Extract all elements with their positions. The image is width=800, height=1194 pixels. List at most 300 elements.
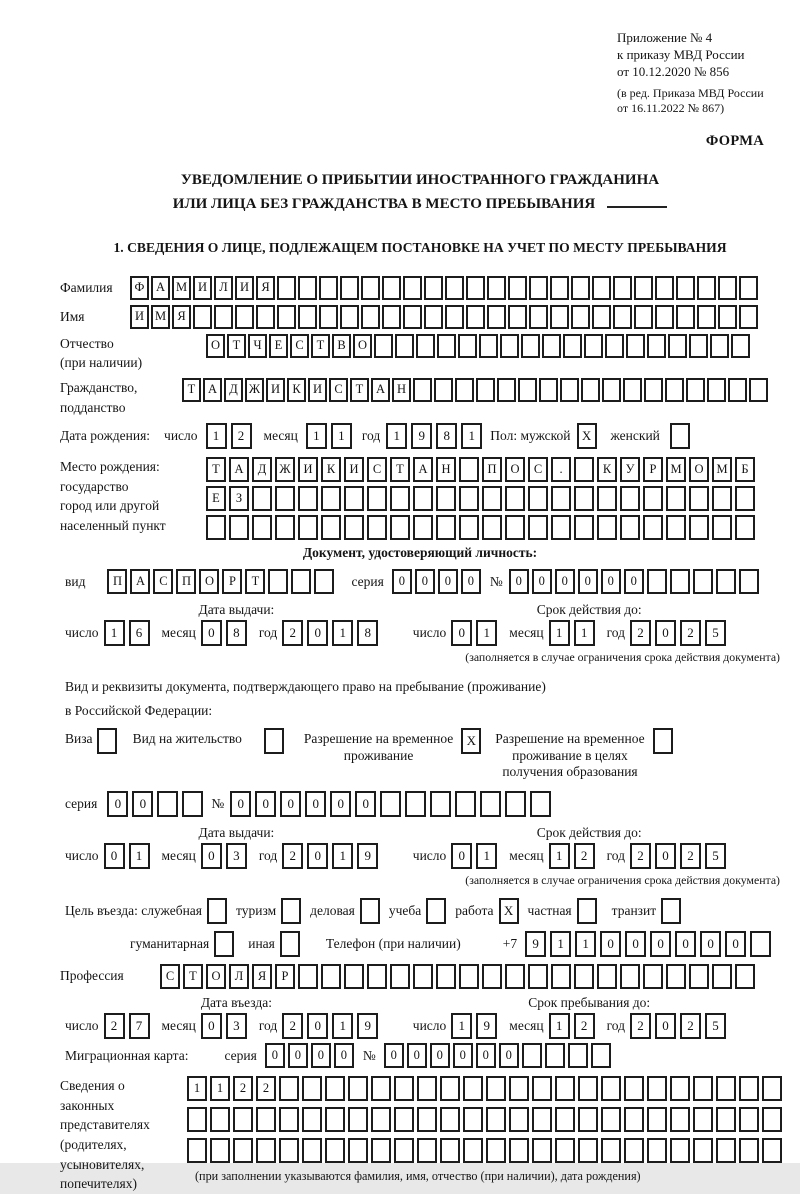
char-cell[interactable] [532, 1107, 552, 1132]
char-cell[interactable] [749, 378, 768, 402]
char-cell[interactable] [539, 378, 558, 402]
char-cell[interactable]: И [193, 276, 212, 300]
char-cell[interactable] [620, 964, 640, 989]
char-cell[interactable]: 0 [451, 620, 472, 646]
char-cell[interactable] [445, 276, 464, 300]
char-cell[interactable] [574, 515, 594, 540]
char-cell[interactable]: К [287, 378, 306, 402]
char-cell[interactable] [229, 515, 249, 540]
char-cell[interactable]: 1 [210, 1076, 230, 1101]
char-cell[interactable] [500, 334, 519, 358]
char-cell[interactable] [739, 305, 758, 329]
char-cell[interactable] [482, 964, 502, 989]
char-cell[interactable] [440, 1138, 460, 1163]
char-cell[interactable] [532, 1076, 552, 1101]
char-cell[interactable] [550, 276, 569, 300]
char-cell[interactable] [281, 898, 301, 924]
char-cell[interactable]: 0 [655, 1013, 676, 1039]
char-cell[interactable]: 0 [334, 1043, 354, 1068]
char-cell[interactable]: К [597, 457, 617, 482]
char-cell[interactable]: 0 [700, 931, 721, 957]
char-cell[interactable] [686, 378, 705, 402]
char-cell[interactable] [568, 1043, 588, 1068]
char-cell[interactable] [620, 515, 640, 540]
char-cell[interactable]: 0 [725, 931, 746, 957]
char-cell[interactable] [693, 569, 713, 594]
char-cell[interactable]: 1 [575, 931, 596, 957]
char-cell[interactable] [739, 1138, 759, 1163]
char-cell[interactable]: Е [269, 334, 288, 358]
char-cell[interactable] [647, 569, 667, 594]
char-cell[interactable] [321, 486, 341, 511]
char-cell[interactable] [321, 515, 341, 540]
char-cell[interactable]: О [199, 569, 219, 594]
char-cell[interactable]: 0 [330, 791, 351, 817]
char-cell[interactable] [670, 1076, 690, 1101]
char-cell[interactable] [434, 378, 453, 402]
char-cell[interactable]: 8 [357, 620, 378, 646]
char-cell[interactable] [762, 1138, 782, 1163]
char-cell[interactable]: 7 [129, 1013, 150, 1039]
char-cell[interactable]: 1 [332, 1013, 353, 1039]
char-cell[interactable]: М [172, 276, 191, 300]
char-cell[interactable]: 1 [451, 1013, 472, 1039]
char-cell[interactable]: 1 [332, 620, 353, 646]
char-cell[interactable] [210, 1138, 230, 1163]
char-cell[interactable]: Ч [248, 334, 267, 358]
char-cell[interactable]: 0 [601, 569, 621, 594]
char-cell[interactable]: М [151, 305, 170, 329]
char-cell[interactable]: 3 [226, 1013, 247, 1039]
char-cell[interactable]: 2 [282, 1013, 303, 1039]
char-cell[interactable] [298, 486, 318, 511]
char-cell[interactable] [532, 1138, 552, 1163]
char-cell[interactable] [670, 1107, 690, 1132]
char-cell[interactable] [479, 334, 498, 358]
char-cell[interactable]: . [551, 457, 571, 482]
char-cell[interactable] [762, 1076, 782, 1101]
char-cell[interactable] [624, 1107, 644, 1132]
char-cell[interactable]: Т [245, 569, 265, 594]
char-cell[interactable] [689, 486, 709, 511]
char-cell[interactable]: Е [206, 486, 226, 511]
char-cell[interactable] [280, 931, 300, 957]
char-cell[interactable] [623, 378, 642, 402]
char-cell[interactable]: А [413, 457, 433, 482]
char-cell[interactable]: 0 [655, 620, 676, 646]
char-cell[interactable]: 0 [265, 1043, 285, 1068]
char-cell[interactable] [403, 276, 422, 300]
char-cell[interactable] [508, 305, 527, 329]
char-cell[interactable]: 0 [201, 843, 222, 869]
char-cell[interactable] [530, 791, 551, 817]
char-cell[interactable] [670, 423, 690, 449]
char-cell[interactable] [344, 515, 364, 540]
char-cell[interactable] [210, 1107, 230, 1132]
char-cell[interactable] [459, 964, 479, 989]
char-cell[interactable] [508, 276, 527, 300]
char-cell[interactable] [256, 1107, 276, 1132]
char-cell[interactable] [739, 276, 758, 300]
char-cell[interactable] [655, 305, 674, 329]
char-cell[interactable] [597, 486, 617, 511]
char-cell[interactable] [509, 1107, 529, 1132]
char-cell[interactable]: 2 [104, 1013, 125, 1039]
char-cell[interactable] [279, 1107, 299, 1132]
char-cell[interactable] [643, 486, 663, 511]
char-cell[interactable] [676, 305, 695, 329]
char-cell[interactable]: 0 [625, 931, 646, 957]
char-cell[interactable]: 1 [549, 1013, 570, 1039]
char-cell[interactable] [644, 378, 663, 402]
char-cell[interactable] [613, 276, 632, 300]
char-cell[interactable] [256, 1138, 276, 1163]
char-cell[interactable]: Р [643, 457, 663, 482]
char-cell[interactable] [371, 1076, 391, 1101]
char-cell[interactable] [463, 1076, 483, 1101]
char-cell[interactable] [298, 305, 317, 329]
char-cell[interactable]: 0 [532, 569, 552, 594]
char-cell[interactable] [275, 486, 295, 511]
char-cell[interactable]: 0 [392, 569, 412, 594]
char-cell[interactable]: 2 [233, 1076, 253, 1101]
char-cell[interactable] [634, 305, 653, 329]
char-cell[interactable] [325, 1076, 345, 1101]
char-cell[interactable]: 9 [411, 423, 432, 449]
char-cell[interactable] [426, 898, 446, 924]
char-cell[interactable] [466, 276, 485, 300]
char-cell[interactable] [390, 486, 410, 511]
char-cell[interactable]: И [308, 378, 327, 402]
char-cell[interactable]: Н [392, 378, 411, 402]
char-cell[interactable] [463, 1138, 483, 1163]
char-cell[interactable]: 0 [132, 791, 153, 817]
char-cell[interactable]: С [528, 457, 548, 482]
char-cell[interactable]: 0 [307, 843, 328, 869]
char-cell[interactable] [360, 898, 380, 924]
char-cell[interactable] [445, 305, 464, 329]
char-cell[interactable] [739, 569, 759, 594]
char-cell[interactable] [571, 276, 590, 300]
char-cell[interactable] [480, 791, 501, 817]
char-cell[interactable] [505, 791, 526, 817]
char-cell[interactable]: О [206, 964, 226, 989]
char-cell[interactable] [693, 1138, 713, 1163]
char-cell[interactable]: 9 [357, 843, 378, 869]
char-cell[interactable] [716, 1138, 736, 1163]
char-cell[interactable]: С [290, 334, 309, 358]
char-cell[interactable]: X [499, 898, 519, 924]
char-cell[interactable]: 2 [574, 843, 595, 869]
char-cell[interactable] [367, 515, 387, 540]
char-cell[interactable] [193, 305, 212, 329]
char-cell[interactable]: 2 [574, 1013, 595, 1039]
char-cell[interactable] [413, 486, 433, 511]
char-cell[interactable] [624, 1076, 644, 1101]
char-cell[interactable]: 1 [549, 843, 570, 869]
char-cell[interactable]: Т [311, 334, 330, 358]
char-cell[interactable]: Б [735, 457, 755, 482]
char-cell[interactable]: И [266, 378, 285, 402]
char-cell[interactable] [571, 305, 590, 329]
char-cell[interactable]: Л [229, 964, 249, 989]
char-cell[interactable] [325, 1107, 345, 1132]
char-cell[interactable] [277, 276, 296, 300]
char-cell[interactable] [578, 1138, 598, 1163]
char-cell[interactable]: 0 [288, 1043, 308, 1068]
char-cell[interactable] [693, 1107, 713, 1132]
char-cell[interactable] [256, 305, 275, 329]
char-cell[interactable] [597, 515, 617, 540]
char-cell[interactable]: 0 [650, 931, 671, 957]
char-cell[interactable]: Т [390, 457, 410, 482]
char-cell[interactable] [555, 1076, 575, 1101]
char-cell[interactable]: А [130, 569, 150, 594]
char-cell[interactable]: 1 [476, 620, 497, 646]
char-cell[interactable] [577, 898, 597, 924]
char-cell[interactable]: Т [227, 334, 246, 358]
char-cell[interactable]: 0 [201, 1013, 222, 1039]
char-cell[interactable]: Р [222, 569, 242, 594]
char-cell[interactable] [707, 378, 726, 402]
char-cell[interactable] [655, 276, 674, 300]
char-cell[interactable] [670, 569, 690, 594]
char-cell[interactable] [394, 1107, 414, 1132]
char-cell[interactable] [413, 378, 432, 402]
char-cell[interactable]: Ж [245, 378, 264, 402]
char-cell[interactable] [486, 1107, 506, 1132]
char-cell[interactable] [157, 791, 178, 817]
char-cell[interactable] [716, 569, 736, 594]
char-cell[interactable] [574, 486, 594, 511]
char-cell[interactable] [476, 378, 495, 402]
char-cell[interactable]: Ж [275, 457, 295, 482]
char-cell[interactable] [602, 378, 621, 402]
char-cell[interactable]: 0 [438, 569, 458, 594]
char-cell[interactable] [390, 964, 410, 989]
char-cell[interactable] [739, 1107, 759, 1132]
char-cell[interactable]: О [689, 457, 709, 482]
char-cell[interactable] [394, 1138, 414, 1163]
char-cell[interactable] [601, 1076, 621, 1101]
char-cell[interactable] [361, 276, 380, 300]
char-cell[interactable] [529, 276, 548, 300]
char-cell[interactable] [206, 515, 226, 540]
char-cell[interactable]: 2 [680, 1013, 701, 1039]
char-cell[interactable]: 0 [280, 791, 301, 817]
char-cell[interactable] [551, 964, 571, 989]
char-cell[interactable] [298, 515, 318, 540]
char-cell[interactable] [214, 931, 234, 957]
char-cell[interactable] [440, 1107, 460, 1132]
char-cell[interactable]: 0 [307, 1013, 328, 1039]
char-cell[interactable] [574, 964, 594, 989]
char-cell[interactable] [545, 1043, 565, 1068]
char-cell[interactable]: 0 [430, 1043, 450, 1068]
char-cell[interactable] [710, 334, 729, 358]
char-cell[interactable]: Я [172, 305, 191, 329]
char-cell[interactable]: 8 [226, 620, 247, 646]
char-cell[interactable]: 5 [705, 1013, 726, 1039]
char-cell[interactable]: 9 [525, 931, 546, 957]
char-cell[interactable]: 0 [355, 791, 376, 817]
char-cell[interactable]: Т [182, 378, 201, 402]
char-cell[interactable] [344, 964, 364, 989]
char-cell[interactable] [550, 305, 569, 329]
char-cell[interactable] [581, 378, 600, 402]
char-cell[interactable] [592, 276, 611, 300]
char-cell[interactable] [712, 964, 732, 989]
char-cell[interactable]: Т [350, 378, 369, 402]
char-cell[interactable]: 0 [384, 1043, 404, 1068]
char-cell[interactable] [325, 1138, 345, 1163]
char-cell[interactable]: И [298, 457, 318, 482]
char-cell[interactable] [340, 276, 359, 300]
char-cell[interactable] [424, 305, 443, 329]
char-cell[interactable] [275, 515, 295, 540]
char-cell[interactable]: И [130, 305, 149, 329]
char-cell[interactable] [302, 1107, 322, 1132]
char-cell[interactable] [380, 791, 401, 817]
char-cell[interactable] [668, 334, 687, 358]
char-cell[interactable]: 0 [311, 1043, 331, 1068]
char-cell[interactable] [716, 1076, 736, 1101]
char-cell[interactable] [505, 964, 525, 989]
char-cell[interactable] [482, 486, 502, 511]
char-cell[interactable] [416, 334, 435, 358]
char-cell[interactable] [233, 1138, 253, 1163]
char-cell[interactable] [382, 276, 401, 300]
char-cell[interactable]: 3 [226, 843, 247, 869]
char-cell[interactable]: 8 [436, 423, 457, 449]
char-cell[interactable]: 0 [675, 931, 696, 957]
char-cell[interactable] [647, 334, 666, 358]
char-cell[interactable]: С [367, 457, 387, 482]
char-cell[interactable]: О [206, 334, 225, 358]
char-cell[interactable] [693, 1076, 713, 1101]
char-cell[interactable]: З [229, 486, 249, 511]
char-cell[interactable] [601, 1107, 621, 1132]
char-cell[interactable] [302, 1076, 322, 1101]
char-cell[interactable] [560, 378, 579, 402]
char-cell[interactable] [718, 305, 737, 329]
char-cell[interactable]: А [371, 378, 390, 402]
char-cell[interactable]: 0 [451, 843, 472, 869]
char-cell[interactable]: 1 [574, 620, 595, 646]
char-cell[interactable] [613, 305, 632, 329]
char-cell[interactable]: 0 [104, 843, 125, 869]
char-cell[interactable]: 0 [453, 1043, 473, 1068]
char-cell[interactable] [382, 305, 401, 329]
char-cell[interactable] [762, 1107, 782, 1132]
char-cell[interactable] [578, 1107, 598, 1132]
char-cell[interactable]: 0 [415, 569, 435, 594]
char-cell[interactable]: Т [183, 964, 203, 989]
char-cell[interactable]: М [712, 457, 732, 482]
char-cell[interactable] [319, 305, 338, 329]
char-cell[interactable] [214, 305, 233, 329]
char-cell[interactable] [574, 457, 594, 482]
char-cell[interactable] [518, 378, 537, 402]
char-cell[interactable]: Л [214, 276, 233, 300]
char-cell[interactable]: 1 [549, 620, 570, 646]
char-cell[interactable] [252, 515, 272, 540]
char-cell[interactable]: Я [256, 276, 275, 300]
char-cell[interactable] [482, 515, 502, 540]
char-cell[interactable] [551, 486, 571, 511]
char-cell[interactable] [207, 898, 227, 924]
char-cell[interactable]: И [344, 457, 364, 482]
char-cell[interactable] [731, 334, 750, 358]
char-cell[interactable] [403, 305, 422, 329]
char-cell[interactable]: В [332, 334, 351, 358]
char-cell[interactable] [578, 1076, 598, 1101]
char-cell[interactable]: О [353, 334, 372, 358]
char-cell[interactable]: 0 [499, 1043, 519, 1068]
char-cell[interactable] [555, 1107, 575, 1132]
char-cell[interactable]: 2 [282, 620, 303, 646]
char-cell[interactable] [728, 378, 747, 402]
char-cell[interactable] [647, 1138, 667, 1163]
char-cell[interactable]: 2 [231, 423, 252, 449]
char-cell[interactable]: 2 [256, 1076, 276, 1101]
char-cell[interactable] [643, 964, 663, 989]
char-cell[interactable] [521, 334, 540, 358]
char-cell[interactable] [395, 334, 414, 358]
char-cell[interactable] [97, 728, 117, 754]
char-cell[interactable] [459, 515, 479, 540]
char-cell[interactable] [367, 486, 387, 511]
char-cell[interactable] [437, 334, 456, 358]
char-cell[interactable]: X [461, 728, 481, 754]
char-cell[interactable] [712, 515, 732, 540]
char-cell[interactable] [417, 1138, 437, 1163]
char-cell[interactable] [661, 898, 681, 924]
char-cell[interactable]: Н [436, 457, 456, 482]
char-cell[interactable]: 1 [386, 423, 407, 449]
char-cell[interactable] [584, 334, 603, 358]
char-cell[interactable]: 1 [206, 423, 227, 449]
char-cell[interactable] [298, 964, 318, 989]
char-cell[interactable]: X [577, 423, 597, 449]
char-cell[interactable]: У [620, 457, 640, 482]
char-cell[interactable]: 1 [306, 423, 327, 449]
char-cell[interactable]: 0 [201, 620, 222, 646]
char-cell[interactable] [591, 1043, 611, 1068]
char-cell[interactable]: К [321, 457, 341, 482]
char-cell[interactable] [697, 276, 716, 300]
char-cell[interactable]: 1 [476, 843, 497, 869]
char-cell[interactable] [321, 964, 341, 989]
char-cell[interactable] [597, 964, 617, 989]
char-cell[interactable]: Д [252, 457, 272, 482]
char-cell[interactable]: С [329, 378, 348, 402]
char-cell[interactable] [697, 305, 716, 329]
char-cell[interactable] [605, 334, 624, 358]
char-cell[interactable]: Т [206, 457, 226, 482]
char-cell[interactable] [555, 1138, 575, 1163]
char-cell[interactable] [643, 515, 663, 540]
char-cell[interactable] [665, 378, 684, 402]
char-cell[interactable] [735, 515, 755, 540]
char-cell[interactable] [417, 1107, 437, 1132]
char-cell[interactable] [394, 1076, 414, 1101]
char-cell[interactable]: П [482, 457, 502, 482]
char-cell[interactable] [371, 1138, 391, 1163]
char-cell[interactable]: 6 [129, 620, 150, 646]
char-cell[interactable]: 1 [104, 620, 125, 646]
char-cell[interactable]: 5 [705, 620, 726, 646]
